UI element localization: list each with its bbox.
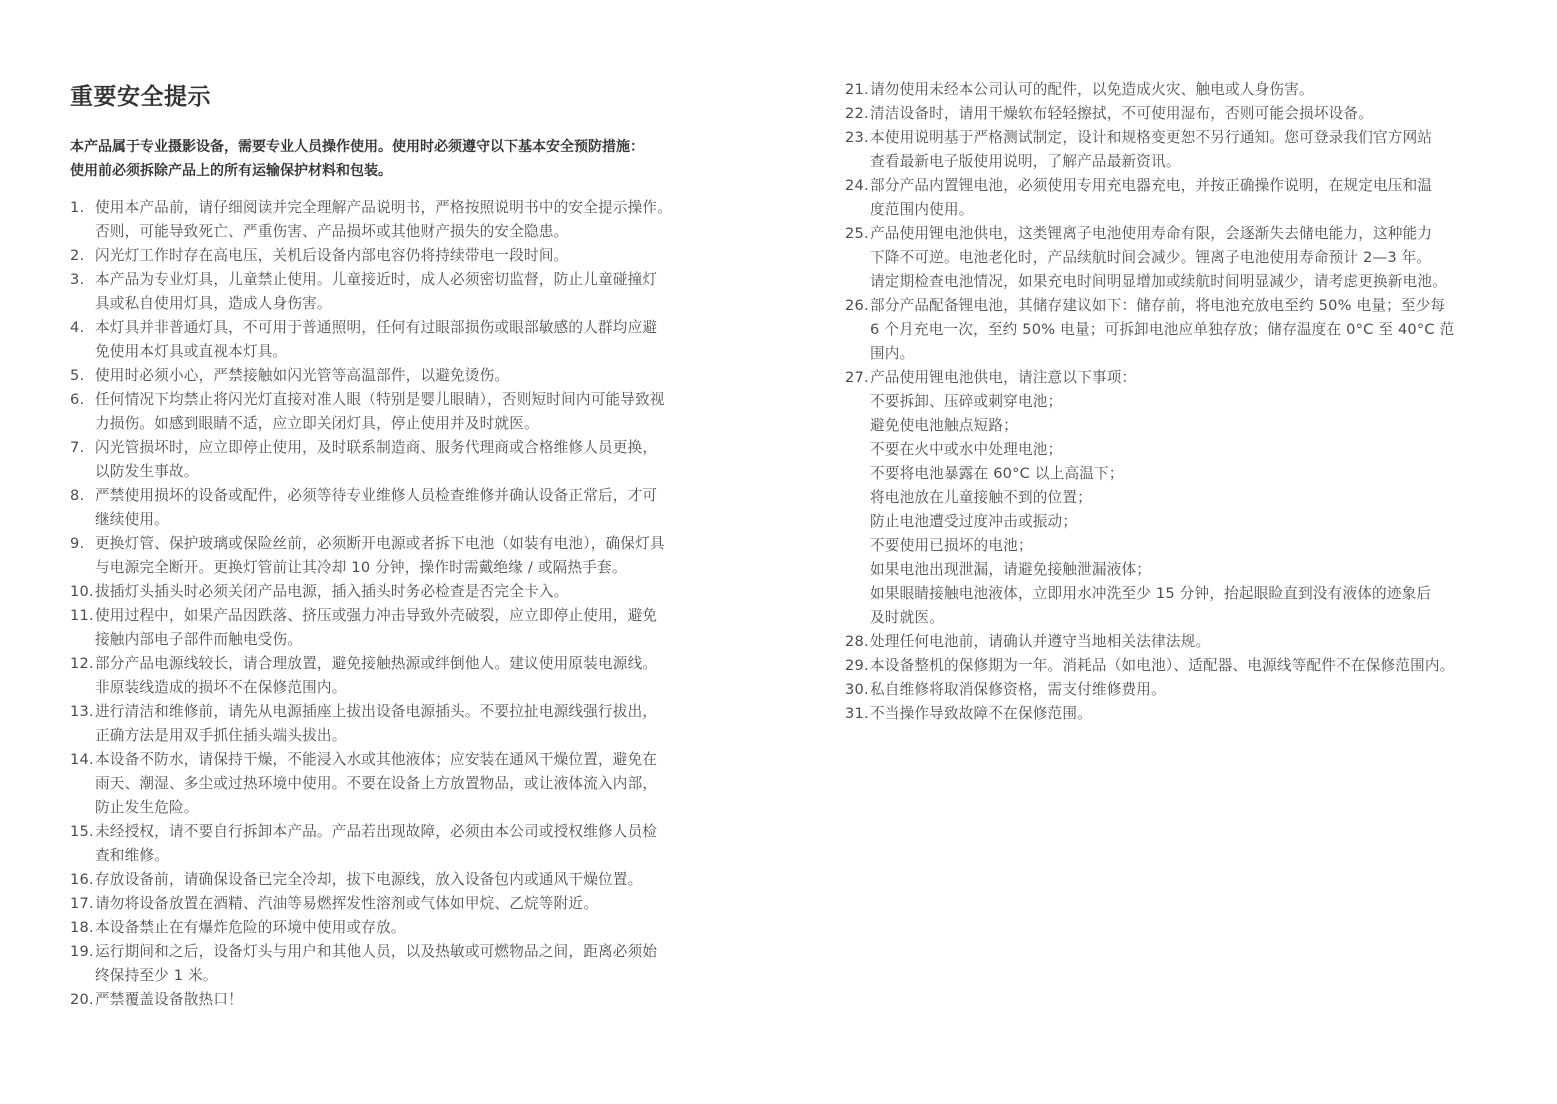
item-text — [95, 988, 730, 1012]
safety-item — [845, 678, 1495, 702]
item-text — [870, 78, 1495, 102]
item-number: 2. — [70, 247, 85, 264]
intro-line: 使用前必须拆除产品上的所有运输保护材料和包装。 — [70, 163, 392, 179]
safety-item — [70, 196, 730, 244]
item-text — [870, 222, 1495, 294]
item-text-line: 不要在火中或水中处理电池； — [870, 441, 1063, 458]
safety-item — [70, 316, 730, 364]
item-text — [95, 892, 730, 916]
item-text-line: 将电池放在儿童接触不到的位置； — [870, 489, 1092, 506]
item-text — [95, 604, 730, 652]
item-text — [95, 484, 730, 532]
item-text — [95, 820, 730, 868]
safety-item — [845, 222, 1495, 294]
intro-line: 本产品属于专业摄影设备，需要专业人员操作使用。使用时必须遵守以下基本安全预防措施： — [70, 139, 644, 155]
safety-list-right — [845, 78, 1495, 726]
item-text — [870, 678, 1495, 702]
item-number: 8. — [70, 487, 85, 504]
safety-item — [70, 436, 730, 484]
item-text — [870, 654, 1495, 678]
safety-item — [845, 126, 1495, 174]
safety-item — [70, 268, 730, 316]
item-number: 12. — [70, 655, 94, 672]
item-number: 6. — [70, 391, 85, 408]
item-number: 18. — [70, 919, 94, 936]
item-text-line: 终保持至少 1 米。 — [95, 967, 218, 984]
item-text — [870, 630, 1495, 654]
safety-item — [70, 580, 730, 604]
safety-item — [845, 630, 1495, 654]
safety-item — [70, 244, 730, 268]
item-text-line: 本设备不防水，请保持干燥，不能浸入水或其他液体；应安装在通风干燥位置，避免在 — [95, 751, 658, 768]
item-text-line: 严禁使用损坏的设备或配件，必须等待专业维修人员检查维修并确认设备正常后，才可 — [95, 487, 658, 504]
item-text-line: 闪光管损坏时，应立即停止使用，及时联系制造商、服务代理商或合格维修人员更换， — [95, 439, 658, 456]
item-number: 5. — [70, 367, 85, 384]
item-text-line: 请定期检查电池情况，如果充电时间明显增加或续航时间明显减少，请考虑更换新电池。 — [870, 273, 1447, 290]
item-text — [95, 364, 730, 388]
safety-item — [845, 654, 1495, 678]
item-text-line: 不要使用已损坏的电池； — [870, 537, 1033, 554]
page-title: 重要安全提示 — [70, 84, 211, 110]
item-text-line: 运行期间和之后，设备灯头与用户和其他人员，以及热敏或可燃物品之间，距离必须始 — [95, 943, 658, 960]
item-text — [95, 436, 730, 484]
item-text-line: 查看最新电子版使用说明，了解产品最新资讯。 — [870, 153, 1181, 170]
item-text-line: 产品使用锂电池供电，请注意以下事项： — [870, 369, 1137, 386]
item-text-line: 部分产品配备锂电池，其储存建议如下：储存前，将电池充放电至约 50% 电量；至少每 — [870, 297, 1446, 314]
item-text-line: 免使用本灯具或直视本灯具。 — [95, 343, 288, 360]
item-text — [95, 388, 730, 436]
item-number: 14. — [70, 751, 94, 768]
safety-item — [70, 604, 730, 652]
item-text-line: 使用本产品前，请仔细阅读并完全理解产品说明书，严格按照说明书中的安全提示操作。 — [95, 199, 672, 216]
item-text-line: 本产品为专业灯具，儿童禁止使用。儿童接近时，成人必须密切监督，防止儿童碰撞灯 — [95, 271, 658, 288]
item-text-line: 清洁设备时，请用干燥软布轻轻擦拭，不可使用湿布，否则可能会损坏设备。 — [870, 105, 1373, 122]
item-text — [95, 196, 730, 244]
safety-item — [70, 892, 730, 916]
item-text — [870, 366, 1495, 630]
item-number: 9. — [70, 535, 85, 552]
item-text-line: 使用过程中，如果产品因跌落、挤压或强力冲击导致外壳破裂，应立即停止使用，避免 — [95, 607, 658, 624]
item-text-line: 进行清洁和维修前，请先从电源插座上拔出设备电源插头。不要拉扯电源线强行拔出， — [95, 703, 658, 720]
item-text-line: 避免使电池触点短路； — [870, 417, 1018, 434]
item-text-line: 防止电池遭受过度冲击或振动； — [870, 513, 1078, 530]
safety-item — [845, 366, 1495, 630]
item-number: 4. — [70, 319, 85, 336]
item-text — [95, 316, 730, 364]
item-text-line: 本设备禁止在有爆炸危险的环境中使用或存放。 — [95, 919, 406, 936]
item-text-line: 闪光灯工作时存在高电压，关机后设备内部电容仍将持续带电一段时间。 — [95, 247, 569, 264]
safety-item — [70, 652, 730, 700]
item-text-line: 度范围内使用。 — [870, 201, 974, 218]
safety-item — [70, 700, 730, 748]
item-text-line: 使用时必须小心，严禁接触如闪光管等高温部件，以避免烫伤。 — [95, 367, 510, 384]
item-text — [870, 174, 1495, 222]
item-text-line: 具或私自使用灯具，造成人身伤害。 — [95, 295, 332, 312]
item-text — [95, 532, 730, 580]
safety-item — [70, 868, 730, 892]
item-text — [95, 916, 730, 940]
safety-item — [70, 988, 730, 1012]
item-number: 13. — [70, 703, 94, 720]
item-number: 24. — [845, 177, 869, 194]
safety-item — [845, 294, 1495, 366]
item-text-line: 及时就医。 — [870, 609, 944, 626]
item-text-line: 接触内部电子部件而触电受伤。 — [95, 631, 303, 648]
item-text-line: 请勿使用未经本公司认可的配件，以免造成火灾、触电或人身伤害。 — [870, 81, 1314, 98]
item-text — [870, 702, 1495, 726]
item-number: 20. — [70, 991, 94, 1008]
item-text-line: 请勿将设备放置在酒精、汽油等易燃挥发性溶剂或气体如甲烷、乙烷等附近。 — [95, 895, 598, 912]
item-text-line: 力损伤。如感到眼睛不适，应立即关闭灯具，停止使用并及时就医。 — [95, 415, 539, 432]
item-text-line: 本灯具并非普通灯具，不可用于普通照明，任何有过眼部损伤或眼部敏感的人群均应避 — [95, 319, 658, 336]
safety-list-left — [70, 196, 730, 1012]
item-text-line: 正确方法是用双手抓住插头端头拔出。 — [95, 727, 347, 744]
item-number: 7. — [70, 439, 85, 456]
safety-item — [845, 702, 1495, 726]
item-text-line: 以防发生事故。 — [95, 463, 199, 480]
item-number: 15. — [70, 823, 94, 840]
item-text-line: 产品使用锂电池供电，这类锂离子电池使用寿命有限，会逐渐失去储电能力，这种能力 — [870, 225, 1433, 242]
item-number: 19. — [70, 943, 94, 960]
item-text-line: 严禁覆盖设备散热口！ — [95, 991, 243, 1008]
item-number: 21. — [845, 81, 869, 98]
item-text-line: 防止发生危险。 — [95, 799, 199, 816]
item-text-line: 部分产品内置锂电池，必须使用专用充电器充电，并按正确操作说明，在规定电压和温 — [870, 177, 1433, 194]
item-text-line: 如果电池出现泄漏，请避免接触泄漏液体； — [870, 561, 1152, 578]
item-number: 25. — [845, 225, 869, 242]
item-text-line: 不要将电池暴露在 60°C 以上高温下； — [870, 465, 1124, 482]
item-text-line: 不当操作导致故障不在保修范围。 — [870, 705, 1092, 722]
item-text-line: 如果眼睛接触电池液体，立即用水冲洗至少 15 分钟，抬起眼睑直到没有液体的迹象后 — [870, 585, 1432, 602]
item-text-line: 拔插灯头插头时必须关闭产品电源，插入插头时务必检查是否完全卡入。 — [95, 583, 569, 600]
item-number: 28. — [845, 633, 869, 650]
item-text-line: 非原装线造成的损坏不在保修范围内。 — [95, 679, 347, 696]
item-text-line: 本使用说明基于严格测试制定，设计和规格变更恕不另行通知。您可登录我们官方网站 — [870, 129, 1433, 146]
safety-item — [70, 916, 730, 940]
item-number: 31. — [845, 705, 869, 722]
safety-item — [845, 102, 1495, 126]
item-text-line: 查和维修。 — [95, 847, 169, 864]
item-text — [870, 102, 1495, 126]
item-text-line: 未经授权，请不要自行拆卸本产品。产品若出现故障，必须由本公司或授权维修人员检 — [95, 823, 658, 840]
safety-item — [845, 174, 1495, 222]
item-text — [95, 268, 730, 316]
item-number: 30. — [845, 681, 869, 698]
intro-paragraph — [70, 135, 644, 183]
item-text — [870, 126, 1495, 174]
item-text-line: 更换灯管、保护玻璃或保险丝前，必须断开电源或者拆下电池（如装有电池），确保灯具 — [95, 535, 665, 552]
item-number: 16. — [70, 871, 94, 888]
item-text-line: 任何情况下均禁止将闪光灯直接对准人眼（特别是婴儿眼睛），否则短时间内可能导致视 — [95, 391, 665, 408]
item-text-line: 部分产品电源线较长，请合理放置，避免接触热源或绊倒他人。建议使用原装电源线。 — [95, 655, 658, 672]
item-text-line: 下降不可逆。电池老化时，产品续航时间会减少。锂离子电池使用寿命预计 2—3 年。 — [870, 249, 1432, 266]
item-number: 10. — [70, 583, 94, 600]
item-number: 17. — [70, 895, 94, 912]
item-text — [95, 940, 730, 988]
item-text-line: 私自维修将取消保修资格，需支付维修费用。 — [870, 681, 1166, 698]
item-text — [870, 294, 1495, 366]
safety-item — [70, 532, 730, 580]
item-text-line: 否则，可能导致死亡、严重伤害、产品损坏或其他财产损失的安全隐患。 — [95, 223, 569, 240]
item-text-line: 雨天、潮湿、多尘或过热环境中使用。不要在设备上方放置物品，或让液体流入内部， — [95, 775, 658, 792]
item-text — [95, 244, 730, 268]
safety-item — [70, 940, 730, 988]
safety-item — [70, 748, 730, 820]
item-number: 1. — [70, 199, 85, 216]
item-text-line: 继续使用。 — [95, 511, 169, 528]
item-text-line: 处理任何电池前，请确认并遵守当地相关法律法规。 — [870, 633, 1211, 650]
item-text-line: 与电源完全断开。更换灯管前让其冷却 10 分钟，操作时需戴绝缘 / 或隔热手套。 — [95, 559, 627, 576]
safety-item — [70, 388, 730, 436]
item-number: 23. — [845, 129, 869, 146]
item-text — [95, 868, 730, 892]
item-text — [95, 748, 730, 820]
item-number: 3. — [70, 271, 85, 288]
item-text — [95, 652, 730, 700]
item-text-line: 6 个月充电一次，至约 50% 电量；可拆卸电池应单独存放；储存温度在 0°C 至 40°C 范 — [870, 321, 1455, 338]
item-number: 27. — [845, 369, 869, 386]
safety-item — [70, 820, 730, 868]
item-number: 29. — [845, 657, 869, 674]
item-number: 11. — [70, 607, 94, 624]
safety-item — [845, 78, 1495, 102]
item-text-line: 存放设备前，请确保设备已完全冷却，拔下电源线，放入设备包内或通风干燥位置。 — [95, 871, 643, 888]
item-text-line: 不要拆卸、压碎或刺穿电池； — [870, 393, 1063, 410]
safety-item — [70, 364, 730, 388]
item-number: 26. — [845, 297, 869, 314]
safety-item — [70, 484, 730, 532]
item-number: 22. — [845, 105, 869, 122]
item-text-line: 围内。 — [870, 345, 915, 362]
item-text-line: 本设备整机的保修期为一年。消耗品（如电池）、适配器、电源线等配件不在保修范围内。 — [870, 657, 1455, 674]
item-text — [95, 580, 730, 604]
item-text — [95, 700, 730, 748]
